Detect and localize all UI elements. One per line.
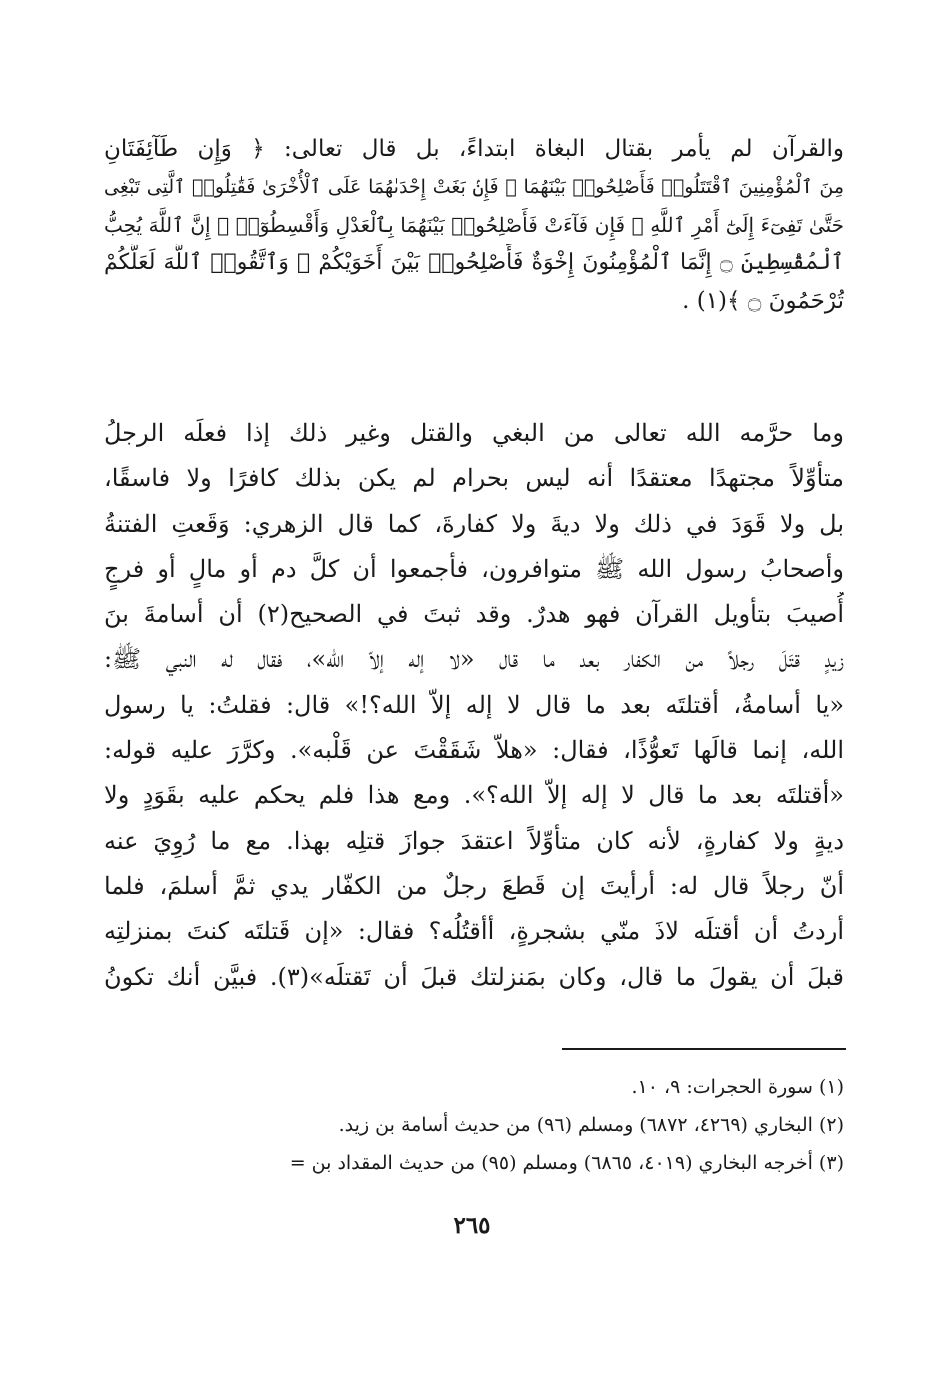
body-line: بل ولا قَوَدَ في ذلك ولا ديةَ ولا كفارةَ، كما قال الزهري: وَقَعتِ الفتنةُ: [104, 509, 844, 538]
body-paragraph: [104, 411, 844, 1000]
verse-line: حَتَّىٰ تَفِىٓءَ إِلَىٰٓ أَمْرِ ٱللَّهِ ۚ فَإِن فَآءَتْ فَأَصْلِحُوا۟ بَيْنَهُمَا بِٱلْعَدْلِ وَأَقْسِطُوٓا۟ ۖ إِنَّ ٱللَّهَ يُحِبُّ: [104, 213, 844, 237]
footnote-1: (١) سورة الحجرات: ٩، ١٠.: [631, 1076, 844, 1098]
body-line: أنّ رجلاً قال له: أرأيتَ إن قَطعَ رجلٌ من الكفّار يدي ثمَّ أسلمَ، فلما: [104, 871, 844, 900]
quran-verse-block: [104, 130, 844, 320]
body-line: الله، إنما قالَها تَعوُّذًا، فقال: «هلاّ شَقَقْتَ عن قَلْبه». وكرَّرَ عليه قوله:: [104, 736, 844, 765]
body-line: وما حرَّمه الله تعالى من البغي والقتل وغير ذلك إذا فعلَه الرجلُ: [104, 419, 844, 447]
body-line: «يا أسامةُ، أقتلتَه بعد ما قال لا إله إلاّ الله؟!» قال: فقلتُ: يا رسول: [104, 690, 844, 719]
body-line: أُصيبَ بتأويل القرآن فهو هدرٌ. وقد ثبتَ في الصحيح(٢) أن أسامةَ بنَ: [104, 600, 844, 629]
footnote-3: (٣) أخرجه البخاري (٤٠١٩، ٦٨٦٥) ومسلم (٩٥) من حديث المقداد بن =: [289, 1152, 844, 1174]
footnotes: [100, 1068, 844, 1182]
footnote-separator: [562, 1048, 846, 1050]
body-line: متأوِّلاً مجتهدًا معتقدًا أنه ليس بحرام لم يكن بذلك كافرًا ولا فاسقًا،: [104, 464, 844, 493]
body-line: «أقتلتَه بعد ما قال لا إله إلاّ الله؟». ومع هذا فلم يحكم عليه بقَوَدٍ ولا: [104, 781, 844, 810]
page-number: ٢٦٥: [453, 1212, 491, 1239]
body-line: زيدٍ قتَلَ رجلاً من الكفار بعد ما قال «لا إله إلاّ الله»، فقال له النبي ﷺ:: [104, 645, 844, 674]
body-line: ديةٍ ولا كفارةٍ، لأنه كان متأوِّلاً اعتقدَ جوازَ قتلِه بهذا. مع ما رُوِيَ عنه: [104, 826, 844, 855]
body-line: أردتُ أن أقتلَه لاذَ منّي بشجرةٍ، أأقتُلُه؟ فقال: «إن قَتلتَه كنتَ بمنزلتِه: [104, 917, 844, 946]
verse-line: مِنَ ٱلْمُؤْمِنِينَ ٱقْتَتَلُوا۟ فَأَصْلِحُوا۟ بَيْنَهُمَا ۖ فَإِنۢ بَغَتْ إِحْدَىٰهُمَا عَلَى ٱلْأُخْرَىٰ فَقَٰتِلُوا۟ ٱلَّتِى تَبْغِى: [104, 176, 844, 198]
verse-line: والقرآن لم يأمر بقتال البغاة ابتداءً، بل قال تعالى: ﴿ وَإِن طَآئِفَتَانِ: [104, 136, 844, 162]
verse-line: ٱلْمُقْسِطِينَ ۝ إِنَّمَا ٱلْمُؤْمِنُونَ إِخْوَةٌ فَأَصْلِحُوا۟ بَيْنَ أَخَوَيْكُمْ ۚ وَٱتَّقُوا۟ ٱللَّهَ لَعَلَّكُمْ: [104, 250, 844, 275]
verse-line: تُرْحَمُونَ ۝ ﴾(١) .: [682, 288, 844, 314]
body-line: وأصحابُ رسول الله ﷺ متوافرون، فأجمعوا أن كلَّ دم أو مالٍ أو فرجٍ: [104, 554, 844, 583]
footnote-2: (٢) البخاري (٤٢٦٩، ٦٨٧٢) ومسلم (٩٦) من حديث أسامة بن زيد.: [338, 1114, 844, 1136]
body-line: قبلَ أن يقولَ ما قال، وكان بمَنزلتك قبلَ أن تَقتلَه»(٣). فبيَّن أنك تكونُ: [104, 962, 844, 991]
